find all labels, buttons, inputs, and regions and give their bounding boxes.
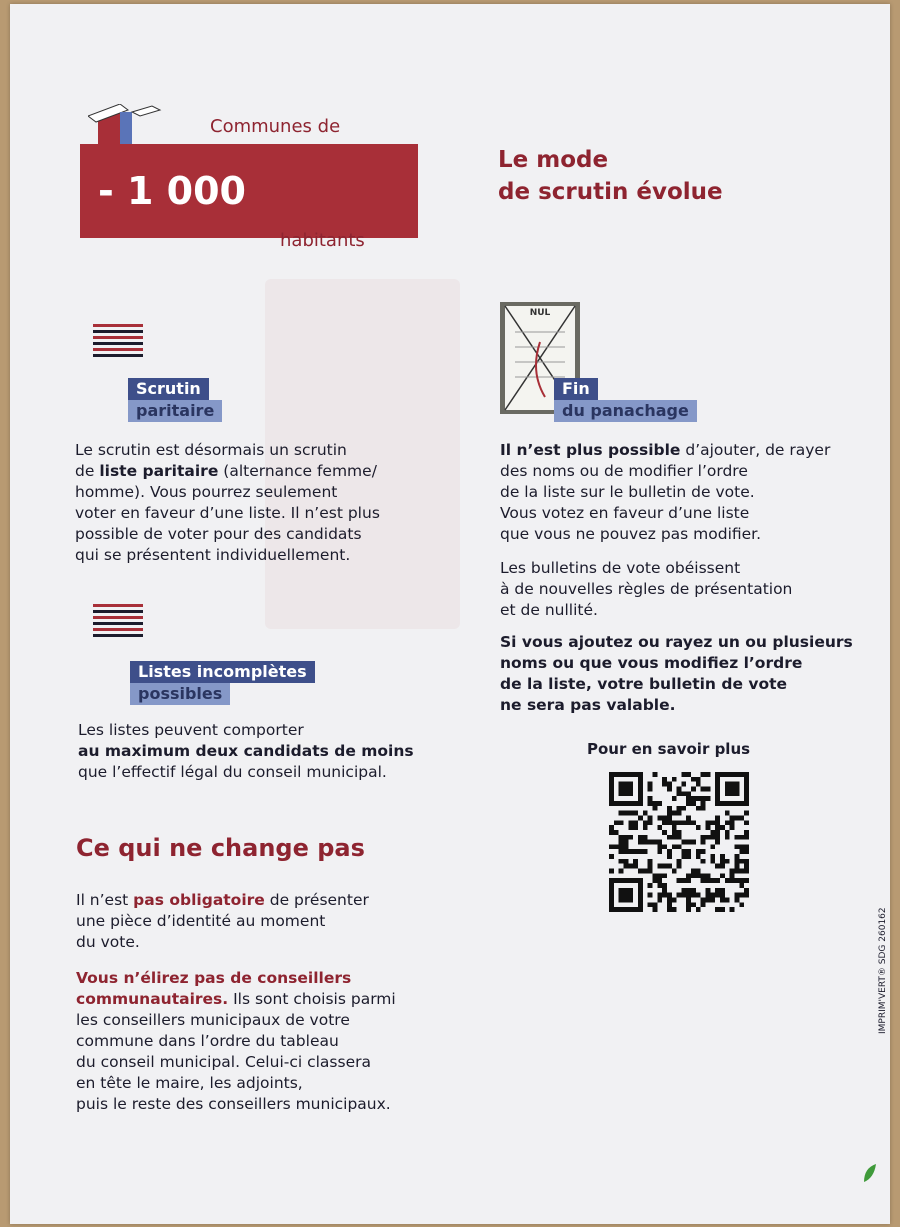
text-line: une pièce d’identité au moment [76,912,326,930]
page-title-line1: Le mode [498,147,609,173]
text-line: Les bulletins de vote obéissent [500,559,741,577]
nul-label: NUL [529,308,551,318]
text-line: à de nouvelles règles de présentation [500,580,793,598]
tag-line1: Fin [554,378,598,400]
text-line: les conseillers municipaux de votre [76,1011,350,1029]
text-line: ne sera pas valable. [500,696,676,714]
more-info-label: Pour en savoir plus [587,740,751,758]
text-line: commune dans l’ordre du tableau [76,1032,339,1050]
page-title [498,144,723,208]
text-line: Vous n’élirez pas de conseillers [76,969,352,987]
house-roof-icon [88,104,168,146]
leaf-icon [862,1162,878,1184]
stripes-icon [93,324,143,360]
scrutin-paritaire-tag [128,378,222,422]
panachage-paragraph-1 [500,440,880,545]
text-line: Les listes peuvent comporter [78,721,304,739]
listes-incompletes-tag [130,661,315,705]
text-line: de la liste, votre bulletin de vote [500,675,788,693]
imprim-vert-mention: IMPRIM'VERT® SDG 260162 [878,907,888,1034]
unchanged-heading: Ce qui ne change pas [76,834,365,862]
text-line: Il n’est plus possible d’ajouter, de rayer [500,441,831,459]
hero-number: - 1 000 [80,144,418,238]
qr-code[interactable] [607,772,751,912]
text-line: Si vous ajoutez ou rayez un ou plusieurs [500,633,853,651]
tag-line1: Listes incomplètes [130,661,315,683]
hero-top-text: Communes de [210,116,341,137]
listes-paragraph [78,720,458,783]
text-line: au maximum deux candidats de moins [78,742,414,760]
page-title-line2: de scrutin évolue [498,179,723,205]
text-line: homme). Vous pourrez seulement [75,483,338,501]
text-line: du vote. [76,933,140,951]
text-line: en tête le maire, les adjoints, [76,1074,303,1092]
panachage-paragraph-3 [500,632,880,716]
text-line: de la liste sur le bulletin de vote. [500,483,755,501]
text-line: voter en faveur d’une liste. Il n’est plus [75,504,380,522]
text-line: possible de voter pour des candidats [75,525,362,543]
tag-line2: du panachage [554,400,697,422]
text-line: du conseil municipal. Celui-ci classera [76,1053,371,1071]
fin-panachage-tag [554,378,697,422]
text-line: puis le reste des conseillers municipaux. [76,1095,391,1113]
text-line: de liste paritaire (alternance femme/ [75,462,377,480]
panachage-paragraph-2 [500,558,880,621]
text-line: qui se présentent individuellement. [75,546,351,564]
text-line: Le scrutin est désormais un scrutin [75,441,347,459]
stripes-icon [93,604,143,640]
tag-line1: Scrutin [128,378,209,400]
tag-line2: possibles [130,683,230,705]
text-line: Il n’est pas obligatoire de présenter [76,891,369,909]
text-line: Vous votez en faveur d’une liste [500,504,750,522]
text-line: des noms ou de modifier l’ordre [500,462,748,480]
text-line: que vous ne pouvez pas modifier. [500,525,762,543]
text-line: noms ou que vous modifiez l’ordre [500,654,803,672]
text-line: que l’effectif légal du conseil municipal. [78,763,387,781]
text-line: communautaires. Ils sont choisis parmi [76,990,396,1008]
text-line: et de nullité. [500,601,598,619]
unchanged-paragraph-2 [76,968,476,1115]
hero-bottom-text: habitants [280,230,365,251]
flyer-sheet [10,4,890,1224]
unchanged-paragraph-1 [76,890,456,953]
tag-line2: paritaire [128,400,222,422]
scrutin-paragraph [75,440,455,566]
